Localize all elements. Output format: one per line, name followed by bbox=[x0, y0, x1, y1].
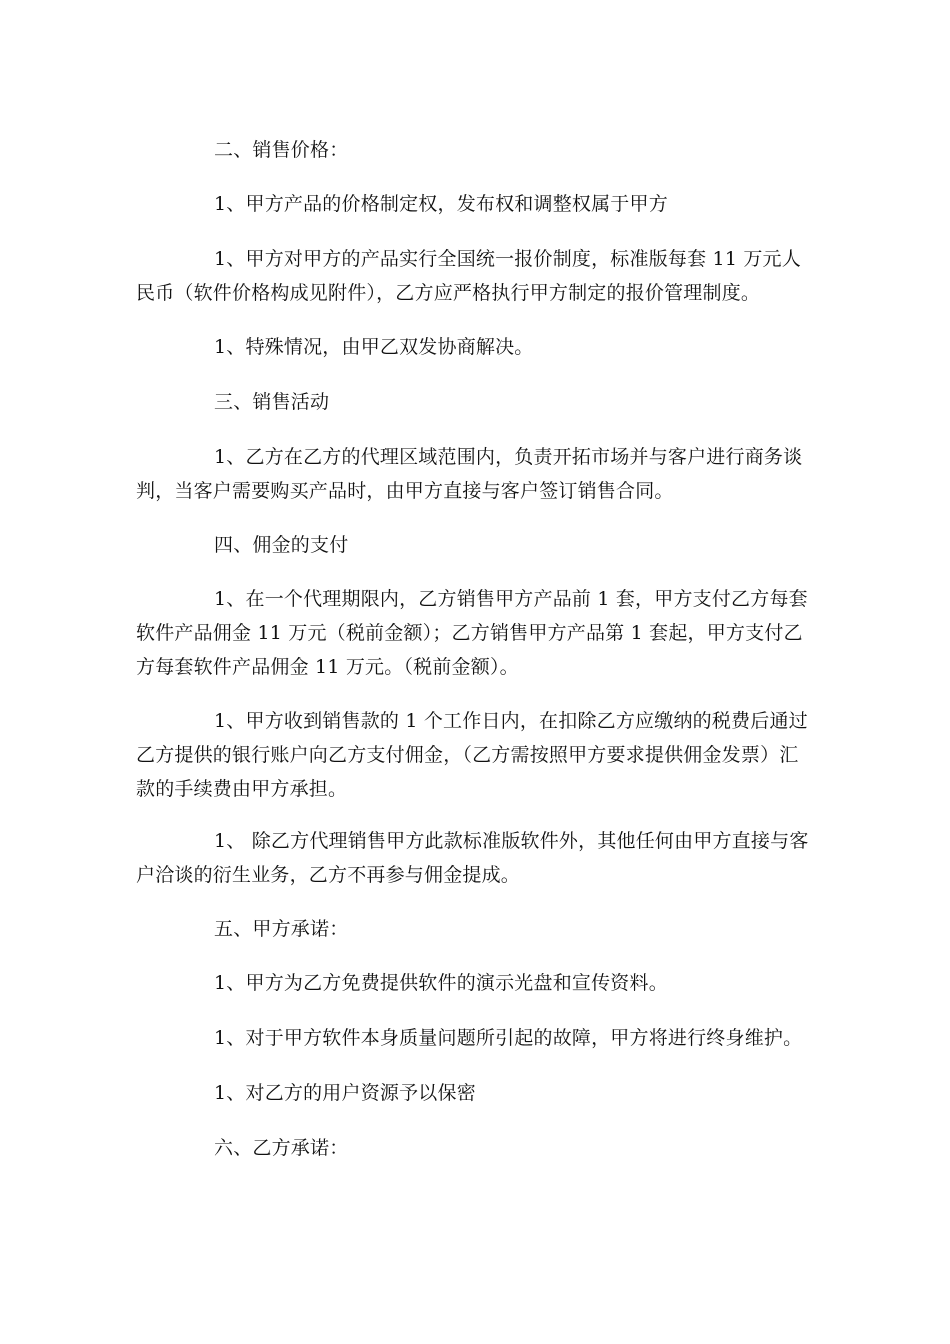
section-heading-sales-activities: 三、销售活动 bbox=[214, 391, 330, 413]
sales-clause-1: 1、乙方在乙方的代理区域范围内，负责开拓市场并与客户进行商务谈判，当客户需要购买产品时，由甲方直接与客户签订销售合同。 bbox=[136, 446, 803, 502]
section-heading-party-b-commitments: 六、乙方承诺： bbox=[214, 1137, 349, 1159]
section-heading-pricing: 二、销售价格： bbox=[214, 139, 349, 161]
party-a-clause-3: 1、对乙方的用户资源予以保密 bbox=[214, 1082, 476, 1104]
pricing-clause-1: 1、甲方产品的价格制定权，发布权和调整权属于甲方 bbox=[214, 193, 668, 215]
pricing-clause-3: 1、特殊情况，由甲乙双发协商解决。 bbox=[214, 336, 534, 358]
party-a-clause-1: 1、甲方为乙方免费提供软件的演示光盘和宣传资料。 bbox=[214, 972, 668, 994]
commission-clause-1: 1、在一个代理期限内，乙方销售甲方产品前 1 套，甲方支付乙方每套软件产品佣金 11 万元（税前金额）；乙方销售甲方产品第 1 套起，甲方支付乙方每套软件产品佣金 11 万元。（税前金额）。 bbox=[136, 588, 808, 678]
commission-clause-2: 1、甲方收到销售款的 1 个工作日内，在扣除乙方应缴纳的税费后通过乙方提供的银行账户向乙方支付佣金，（乙方需按照甲方要求提供佣金发票）汇款的手续费由甲方承担。 bbox=[136, 710, 808, 800]
section-heading-party-a-commitments: 五、甲方承诺： bbox=[214, 918, 349, 940]
commission-clause-3: 1、 除乙方代理销售甲方此款标准版软件外，其他任何由甲方直接与客户洽谈的衍生业务，乙方不再参与佣金提成。 bbox=[136, 830, 809, 886]
section-heading-commission: 四、佣金的支付 bbox=[214, 534, 349, 556]
pricing-clause-2: 1、甲方对甲方的产品实行全国统一报价制度，标准版每套 11 万元人民币（软件价格构成见附件），乙方应严格执行甲方制定的报价管理制度。 bbox=[136, 248, 801, 304]
party-a-clause-2: 1、对于甲方软件本身质量问题所引起的故障，甲方将进行终身维护。 bbox=[214, 1027, 803, 1049]
